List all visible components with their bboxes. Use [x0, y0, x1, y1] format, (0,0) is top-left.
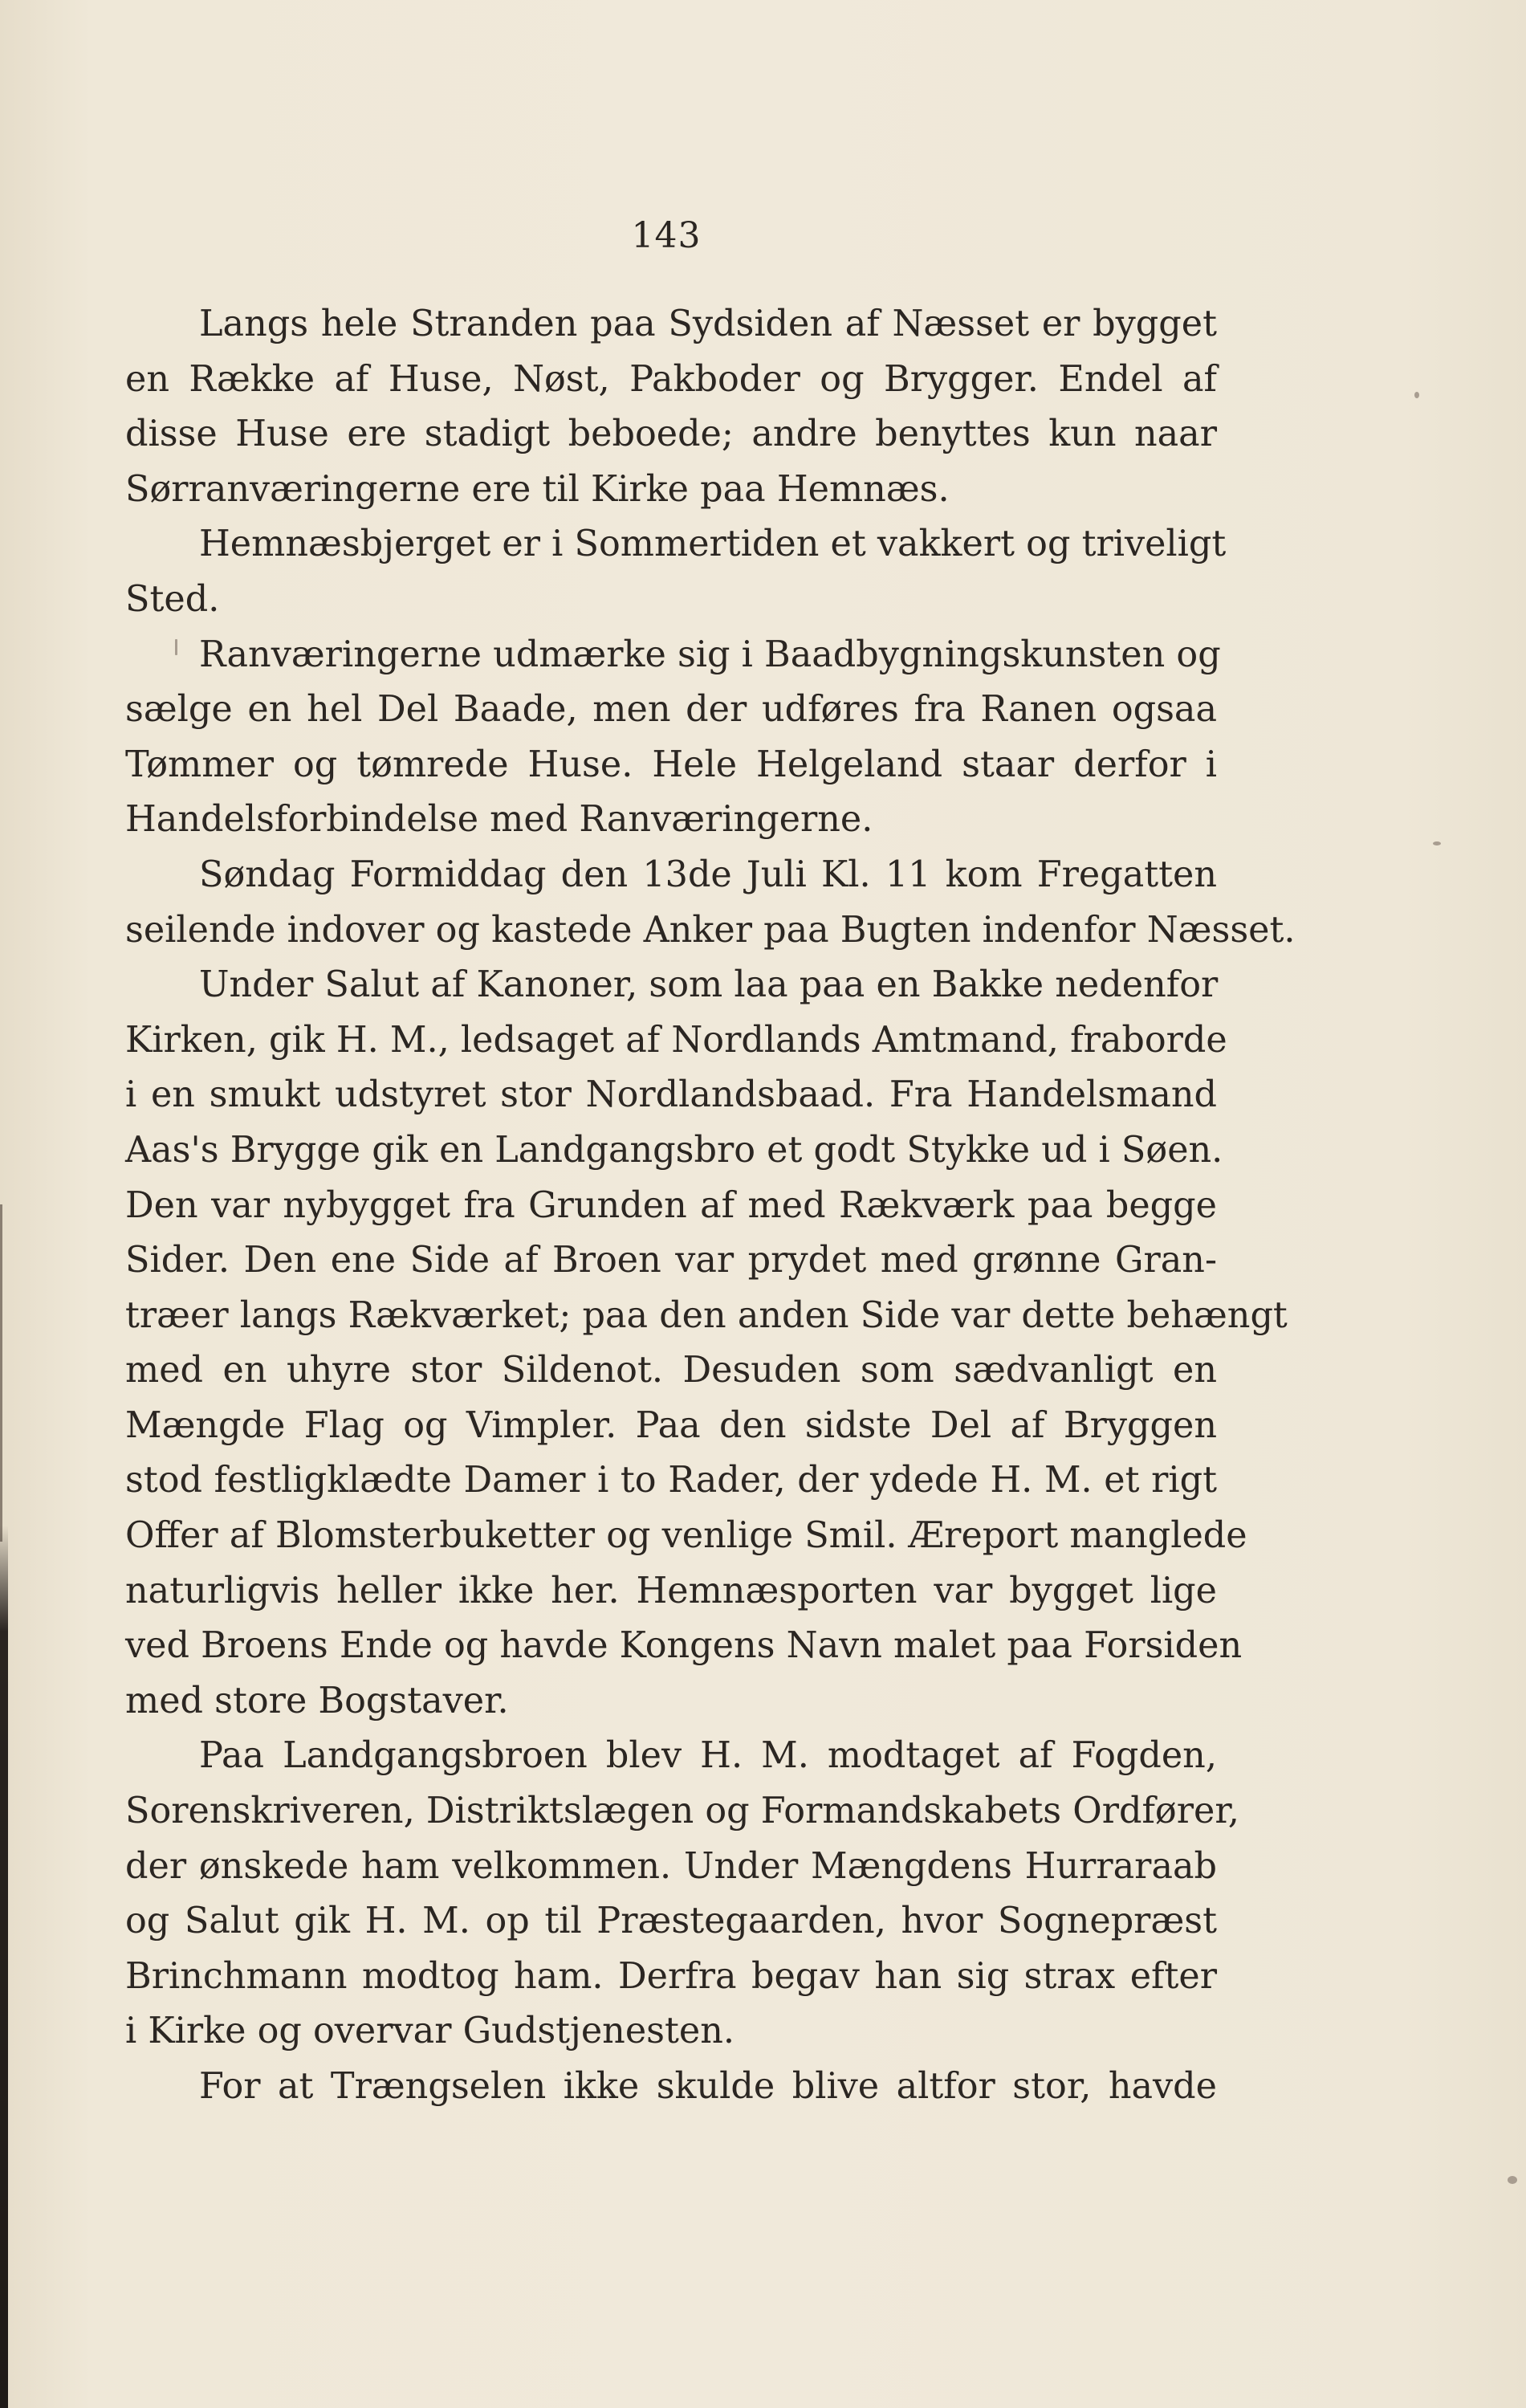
text-line: naturligvis heller ikke her. Hemnæsporten var bygget lige	[125, 1570, 1217, 1611]
text-line: Søndag Formiddag den 13de Juli Kl. 11 kom Fregatten	[199, 854, 1217, 895]
text-line: Langs hele Stranden paa Sydsiden af Næsset er bygget	[199, 304, 1217, 344]
text-line: Hemnæsbjerget er i Sommertiden et vakkert og triveligt	[199, 524, 1227, 565]
text-line: ved Broens Ende og havde Kongens Navn malet paa Forsiden	[125, 1625, 1243, 1667]
text-line: i en smukt udstyret stor Nordlandsbaad. Fra Handelsmand	[125, 1074, 1217, 1116]
text-line: og Salut gik H. M. op til Præstegaarden, hvor Sognepræst	[125, 1901, 1217, 1942]
text-line: Sorenskriveren, Distriktslægen og Formandskabets Ordfører,	[125, 1791, 1239, 1832]
paper-speck	[1414, 392, 1419, 398]
text-line: sælge en hel Del Baade, men der udføres fra Ranen ogsaa	[125, 689, 1217, 731]
text-line: Sørranværingerne ere til Kirke paa Hemnæs.	[125, 468, 950, 510]
text-line: Paa Landgangsbroen blev H. M. modtaget af Fogden,	[199, 1735, 1217, 1777]
text-line: Aas's Brygge gik en Landgangsbro et godt Stykke ud i Søen.	[125, 1129, 1223, 1171]
page-number: 143	[631, 215, 702, 256]
text-line: seilende indover og kastede Anker paa Bugten indenfor Næsset.	[125, 909, 1296, 951]
text-line: der ønskede ham velkommen. Under Mængdens Hurraraab	[125, 1845, 1217, 1887]
page-edge-shadow	[0, 1204, 2, 1542]
text-line: med en uhyre stor Sildenot. Desuden som sædvanligt en	[125, 1350, 1217, 1391]
text-line: i Kirke og overvar Gudstjenesten.	[125, 2011, 735, 2052]
text-line: Under Salut af Kanoner, som laa paa en Bakke nedenfor	[199, 964, 1219, 1006]
text-line: Brinchmann modtog ham. Derfra begav han sig strax efter	[125, 1955, 1217, 1997]
paper-speck	[1508, 2176, 1517, 2184]
text-line: med store Bogstaver.	[125, 1680, 509, 1721]
text-line: Kirken, gik H. M., ledsaget af Nordlands Amtmand, fraborde	[125, 1019, 1227, 1061]
paper-speck	[1433, 841, 1441, 845]
text-line: Ranværingerne udmærke sig i Baadbygningskunsten og	[199, 634, 1221, 675]
text-line: Mængde Flag og Vimpler. Paa den sidste Del af Bryggen	[125, 1404, 1217, 1446]
text-line: Den var nybygget fra Grunden af med Rækværk paa begge	[125, 1184, 1217, 1226]
text-line: Tømmer og tømrede Huse. Hele Helgeland staar derfor i	[125, 744, 1217, 785]
paper-speck	[175, 639, 177, 655]
binding-edge	[0, 1526, 8, 2408]
text-line: disse Huse ere stadigt beboede; andre benyttes kun naar	[125, 414, 1217, 455]
text-line: Sider. Den ene Side af Broen var prydet med grønne Gran-	[125, 1240, 1217, 1281]
text-line: For at Trængselen ikke skulde blive altfor stor, havde	[199, 2066, 1217, 2107]
body-text	[125, 297, 1296, 2115]
text-line: en Række af Huse, Nøst, Pakboder og Brygger. Endel af	[125, 358, 1217, 400]
text-line: Sted.	[125, 578, 220, 620]
text-line: stod festligklædte Damer i to Rader, der ydede H. M. et rigt	[125, 1460, 1217, 1501]
text-line: træer langs Rækværket; paa den anden Side var dette behængt	[125, 1294, 1288, 1336]
text-line: Offer af Blomsterbuketter og venlige Smil. Æreport manglede	[125, 1515, 1247, 1557]
text-line: Handelsforbindelse med Ranværingerne.	[125, 799, 873, 841]
